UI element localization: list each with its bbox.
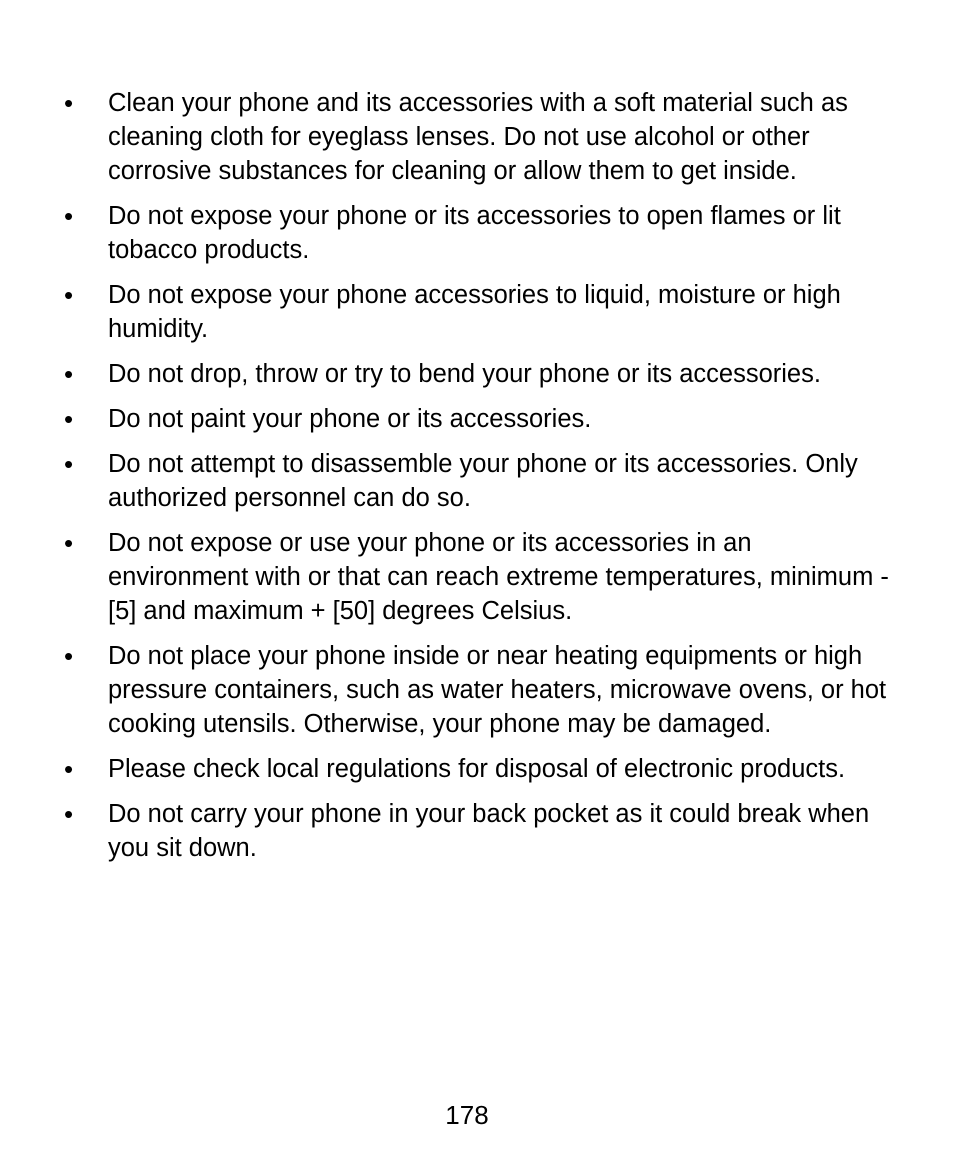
list-item — [0, 447, 954, 515]
bullet-icon: • — [64, 404, 74, 434]
list-item-text: Please check local regulations for disposal of electronic products. — [108, 755, 846, 783]
list-item-text: Do not carry your phone in your back pocket as it could break when you sit down. — [108, 800, 870, 862]
list-item-text: Do not paint your phone or its accessories. — [108, 405, 592, 433]
bullet-icon: • — [64, 799, 74, 829]
bullet-icon: • — [64, 280, 74, 310]
bullet-icon: • — [64, 754, 74, 784]
bullet-icon: • — [64, 201, 74, 231]
bullet-icon: • — [64, 528, 74, 558]
bullet-icon: • — [64, 88, 74, 118]
list-item-text: Clean your phone and its accessories with a soft material such as cleaning cloth for eyeglass lenses. Do not use alcohol or other corrosive substances for cleaning or allow them to get inside. — [108, 89, 848, 185]
list-item — [0, 526, 954, 628]
list-item-text: Do not expose your phone accessories to liquid, moisture or high humidity. — [108, 281, 841, 343]
list-item — [0, 199, 954, 267]
list-item — [0, 752, 954, 786]
list-item — [0, 639, 954, 741]
list-item-text: Do not expose your phone or its accessories to open flames or lit tobacco products. — [108, 202, 841, 264]
list-item — [0, 797, 954, 865]
list-item — [0, 357, 954, 391]
list-item-text: Do not expose or use your phone or its accessories in an environment with or that can reach extreme temperatures, minimum - [5] and maximum + [50] degrees Celsius. — [108, 529, 889, 625]
page-number: 178 — [445, 1100, 489, 1130]
list-item-text: Do not attempt to disassemble your phone or its accessories. Only authorized personnel can do so. — [108, 450, 858, 512]
bullet-icon: • — [64, 359, 74, 389]
safety-bullet-list — [0, 86, 954, 876]
list-item — [0, 86, 954, 188]
bullet-icon: • — [64, 641, 74, 671]
bullet-icon: • — [64, 449, 74, 479]
list-item — [0, 278, 954, 346]
list-item — [0, 402, 954, 436]
list-item-text: Do not place your phone inside or near heating equipments or high pressure containers, such as water heaters, microwave ovens, or hot cooking utensils. Otherwise, your phone may be damaged. — [108, 642, 887, 738]
list-item-text: Do not drop, throw or try to bend your phone or its accessories. — [108, 360, 821, 388]
